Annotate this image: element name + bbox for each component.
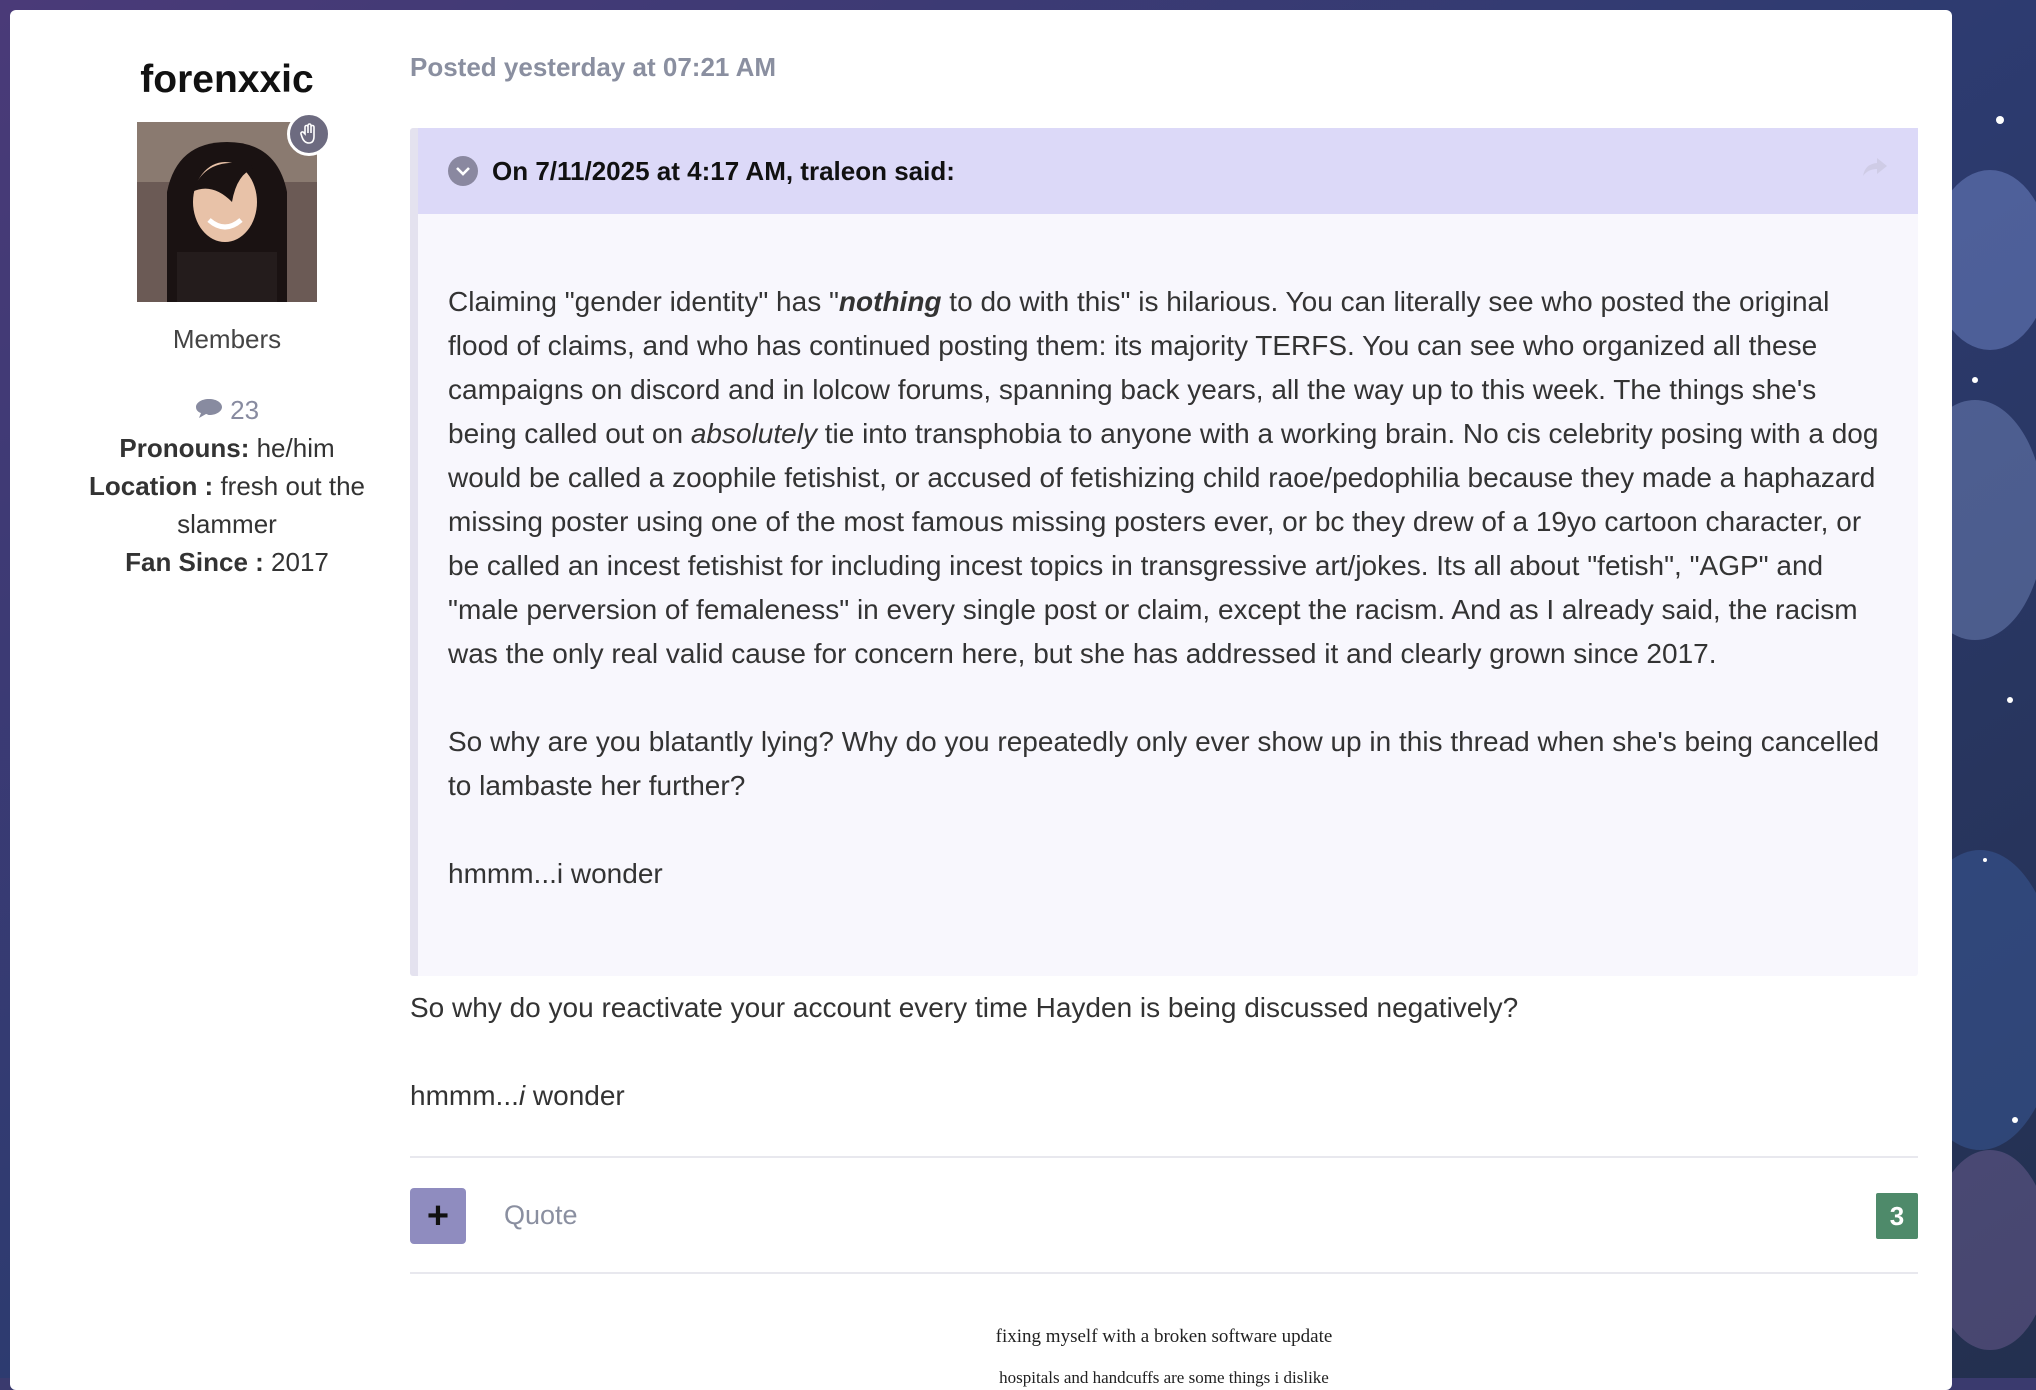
- quote-paragraph: hmmm...i wonder: [448, 858, 663, 889]
- signature-line: hospitals and handcuffs are some things i dislike: [999, 1368, 1329, 1387]
- quote-body: [418, 214, 1918, 896]
- reply-text: wonder: [525, 1080, 625, 1111]
- share-arrow-icon[interactable]: [1862, 156, 1888, 183]
- reply-paragraph: [410, 1074, 1518, 1118]
- post-timestamp[interactable]: Posted yesterday at 07:21 AM: [410, 52, 777, 82]
- reputation-badge[interactable]: 3: [1876, 1193, 1918, 1239]
- location-field: [52, 467, 402, 543]
- pronouns-label: Pronouns:: [119, 433, 250, 463]
- quote-text: tie into transphobia to anyone with a working brain. No cis celebrity posing with a dog would be called a zoophile fetishist, or accused of fetishizing child raoe/pedophilia because they made a haphazard missing poster using one of the most famous missing posters ever, or bc they drew of a 19yo cartoon character, or be called an incest fetishist for including incest topics in transgressive art/jokes. Its all about "fetish", "AGP" and "male perversion of femaleness" in every single post or claim, except the racism. And as I already said, the racism was the only real valid cause for concern here, but she has addressed it and clearly grown since 2017.: [448, 418, 1879, 669]
- post-actions: [410, 1188, 1918, 1244]
- divider: [410, 1272, 1918, 1274]
- reply-text: hmmm...: [410, 1080, 519, 1111]
- quote-paragraph: So why are you blatantly lying? Why do you repeatedly only ever show up in this thread when she's being cancelled to lambaste her further?: [448, 726, 1880, 801]
- fan-since-value: 2017: [271, 547, 329, 577]
- post-count[interactable]: [52, 391, 402, 429]
- pronouns-field: [52, 429, 402, 467]
- quote-text: to do with this" is hilarious. You can literally see who posted the original flood of claims, and who has continued posting them: its majority TERFS. You can see who organized all these campaigns on discord and in lolcow forums, spanning back years, all the way up to this week. The things she's being called out on: [448, 286, 1830, 449]
- author-panel: [52, 40, 402, 581]
- quote-citation[interactable]: On 7/11/2025 at 4:17 AM, traleon said:: [492, 155, 955, 186]
- quote-block: [410, 128, 1918, 976]
- author-name[interactable]: forenxxic: [140, 58, 314, 101]
- signature: [410, 1326, 1918, 1388]
- author-stats: [52, 391, 402, 581]
- avatar-image: [137, 122, 317, 302]
- quote-button[interactable]: Quote: [504, 1200, 578, 1230]
- fan-since-label: Fan Since :: [125, 547, 264, 577]
- reply-body: [410, 986, 1518, 1162]
- post-card: [10, 10, 1952, 1390]
- quote-emphasis: nothing: [838, 286, 942, 317]
- reply-paragraph: So why do you reactivate your account every time Hayden is being discussed negatively?: [410, 992, 1519, 1023]
- quote-paragraph: [448, 280, 1888, 676]
- chevron-down-icon[interactable]: [448, 156, 478, 186]
- member-group: Members: [172, 324, 282, 354]
- post-count-value: 23: [230, 395, 260, 425]
- location-value: fresh out the slammer: [177, 471, 365, 539]
- react-button[interactable]: +: [410, 1188, 466, 1244]
- avatar-container[interactable]: [137, 122, 317, 302]
- pronouns-value: he/him: [256, 433, 335, 463]
- comment-icon: [195, 395, 230, 425]
- hand-icon: [287, 112, 331, 156]
- reply-emphasis: i: [518, 1080, 526, 1111]
- signature-line: fixing myself with a broken software update: [995, 1326, 1333, 1347]
- divider: [410, 1156, 1918, 1158]
- fan-since-field: [52, 543, 402, 581]
- quote-text: Claiming "gender identity" has ": [448, 286, 839, 317]
- avatar[interactable]: [137, 122, 317, 302]
- quote-header: [418, 128, 1918, 214]
- quote-emphasis: absolutely: [690, 418, 817, 449]
- location-label: Location :: [89, 471, 214, 501]
